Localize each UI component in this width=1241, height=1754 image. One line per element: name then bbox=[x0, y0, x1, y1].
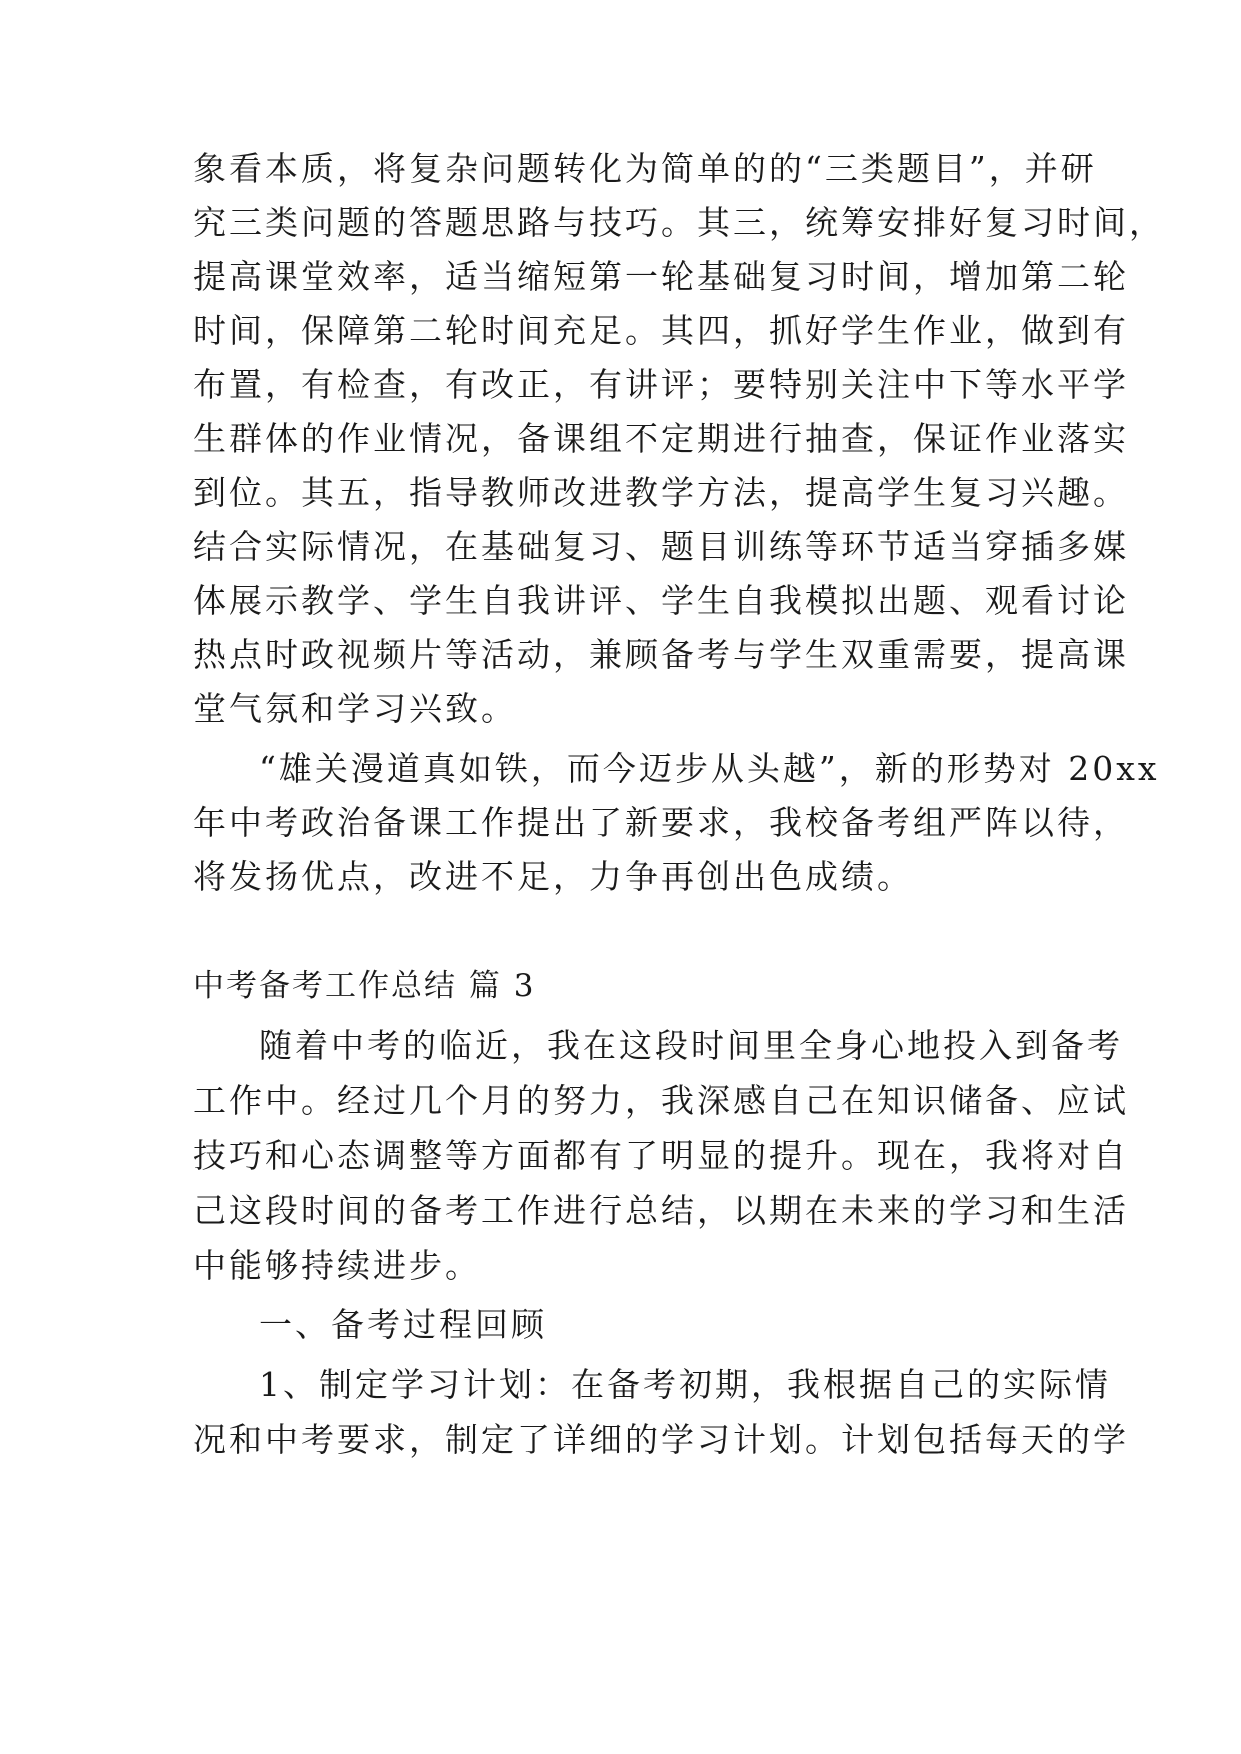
paragraph-line: 随着中考的临近，我在这段时间里全身心地投入到备考 bbox=[259, 1026, 1123, 1065]
paragraph-line: 时间，保障第二轮时间充足。其四，抓好学生作业，做到有 bbox=[193, 311, 1129, 350]
paragraph-line: 到位。其五，指导教师改进教学方法，提高学生复习兴趣。 bbox=[193, 473, 1129, 512]
paragraph-line: 布置，有检查，有改正，有讲评；要特别关注中下等水平学 bbox=[193, 365, 1129, 404]
paragraph-line: 堂气氛和学习兴致。 bbox=[193, 689, 517, 728]
paragraph-line: 况和中考要求，制定了详细的学习计划。计划包括每天的学 bbox=[193, 1420, 1129, 1459]
paragraph-line: 提高课堂效率，适当缩短第一轮基础复习时间，增加第二轮 bbox=[193, 257, 1129, 296]
paragraph-line: 中能够持续进步。 bbox=[193, 1246, 481, 1285]
paragraph-line: 技巧和心态调整等方面都有了明显的提升。现在，我将对自 bbox=[193, 1136, 1129, 1175]
paragraph-line: 象看本质，将复杂问题转化为简单的的“三类题目”，并研 bbox=[193, 149, 1097, 188]
paragraph-line: 己这段时间的备考工作进行总结，以期在未来的学习和生活 bbox=[193, 1191, 1129, 1230]
paragraph-line: “雄关漫道真如铁，而今迈步从头越”，新的形势对 20xx bbox=[259, 749, 1160, 788]
paragraph-line: 热点时政视频片等活动，兼顾备考与学生双重需要，提高课 bbox=[193, 635, 1129, 674]
section-heading: 中考备考工作总结 篇 3 bbox=[193, 968, 536, 1004]
paragraph-line: 结合实际情况，在基础复习、题目训练等环节适当穿插多媒 bbox=[193, 527, 1129, 566]
paragraph-line: 工作中。经过几个月的努力，我深感自己在知识储备、应试 bbox=[193, 1081, 1129, 1120]
paragraph-line: 体展示教学、学生自我讲评、学生自我模拟出题、观看讨论 bbox=[193, 581, 1129, 620]
paragraph-line: 将发扬优点，改进不足，力争再创出色成绩。 bbox=[193, 857, 913, 896]
paragraph-line: 生群体的作业情况，备课组不定期进行抽查，保证作业落实 bbox=[193, 419, 1129, 458]
subheading: 一、备考过程回顾 bbox=[259, 1305, 547, 1344]
paragraph-line: 究三类问题的答题思路与技巧。其三，统筹安排好复习时间， bbox=[193, 203, 1165, 242]
paragraph-line: 年中考政治备课工作提出了新要求，我校备考组严阵以待， bbox=[193, 803, 1129, 842]
paragraph-line: 1、制定学习计划：在备考初期，我根据自己的实际情 bbox=[259, 1365, 1111, 1404]
